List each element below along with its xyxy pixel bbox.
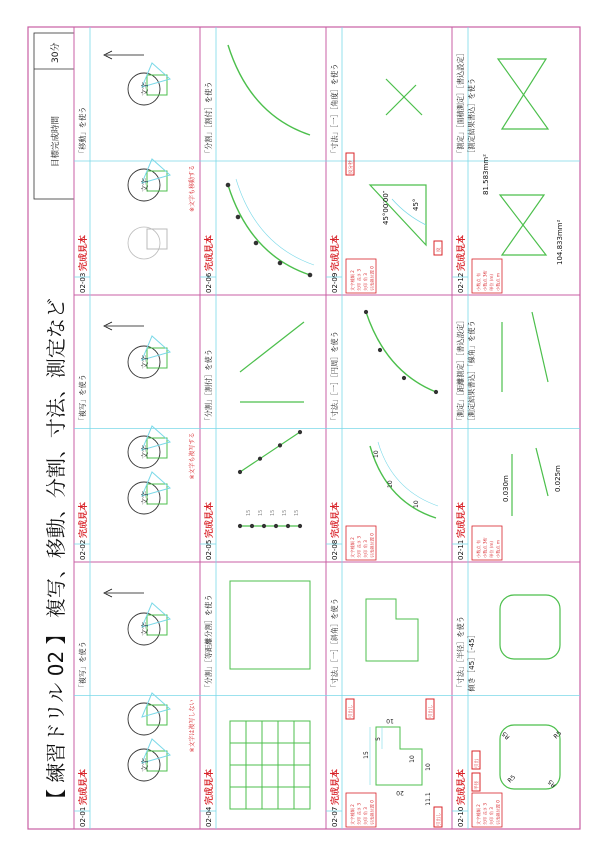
page-title: 【 練習ドリル 02 】 複写、移動、分割、寸法、測定など [44, 298, 68, 809]
figure-text: 文字 [141, 178, 149, 192]
arrow-icon [104, 322, 144, 330]
exercise-02-05 [200, 295, 326, 562]
exercise-instruction-2: ［測定結果書込］を使う [467, 77, 476, 157]
angle-text: 45°00′00″ [382, 190, 390, 225]
setting-legend-line: 文字種類 2 [350, 537, 355, 558]
setting-legend-line: 矢印 長さ 3 [356, 535, 362, 558]
arrow-icon [104, 589, 144, 597]
callout-text: 度 [437, 247, 442, 252]
arc-dim [236, 179, 314, 265]
arc-point [378, 348, 381, 351]
dim-text: 10 [373, 450, 380, 458]
callout-text: 引出 [475, 759, 480, 768]
setting-legend-line: 小数点 3桁 [482, 270, 488, 291]
exercise-instruction: 「寸法」［一］［円周］を使う [330, 331, 339, 425]
exercise-id: 02-12 [457, 272, 465, 293]
exercise-id: 02-02 [79, 539, 87, 560]
target-polygon [366, 599, 418, 661]
exercise-instruction: 「寸法」［半径］を使う [456, 616, 465, 692]
sample-label: 完成見本 [457, 501, 467, 538]
exercise-02-01 [74, 562, 200, 829]
exercise-instruction-2: ［測定結果書込］「線角」を使う [467, 320, 476, 425]
callout-text: 引出し [429, 704, 434, 718]
arc-point [434, 390, 437, 393]
exercise-02-12 [452, 27, 580, 295]
division-point [250, 524, 253, 527]
setting-legend-line: 小数点 m [495, 540, 501, 558]
callout-text: 引出し [349, 704, 354, 718]
setting-legend-line: 文字種類 2 [350, 804, 355, 825]
sample-label: 完成見本 [205, 234, 215, 271]
exercise-02-06 [200, 27, 326, 295]
exercise-instruction: 「複写」を使う [78, 374, 87, 425]
setting-legend-line: 矢印 角 3 [489, 807, 494, 825]
area-text: 81.583mm² [482, 154, 490, 195]
setting-legend-line: 文字種類 2 [476, 804, 481, 825]
division-point [254, 241, 258, 245]
sample-label: 完成見本 [457, 768, 467, 805]
exercise-id: 02-05 [205, 539, 213, 560]
exercise-02-08 [326, 295, 452, 562]
radius-text: R5 [552, 729, 564, 741]
radius-text: R5 [500, 729, 512, 741]
measured-line [536, 448, 548, 496]
figure-text: 文字 [141, 622, 149, 636]
setting-legend-line: 引出線位置 0 [369, 800, 375, 825]
target-time-label: 目標完成時間 [51, 115, 61, 167]
landscape-content [34, 27, 580, 829]
circle-outline [128, 703, 160, 735]
measure-text: 0.030m [502, 475, 510, 502]
exercise-02-02 [74, 295, 200, 562]
exercise-id: 02-03 [79, 272, 87, 293]
division-point [298, 431, 301, 434]
division-point [236, 215, 240, 219]
exercise-02-04 [200, 562, 326, 829]
dim-text: 20 [396, 789, 404, 796]
setting-legend-line: 矢印 長さ 3 [356, 802, 362, 825]
arc-dim-line [378, 442, 438, 506]
radius-text: R5 [546, 777, 558, 789]
arc-point [364, 310, 367, 313]
measure-text: 0.025m [554, 465, 562, 492]
target-time-value: 30分 [51, 42, 61, 63]
angle-shape [370, 185, 426, 245]
division-dim: 15 [258, 509, 264, 516]
exercise-id: 02-10 [457, 806, 465, 827]
target-diagonal [240, 322, 304, 372]
dim-text: 10 [413, 500, 420, 508]
target-arc [228, 45, 310, 135]
target-arc [366, 312, 436, 392]
area-text: 104.833mm² [556, 219, 564, 265]
sample-label: 完成見本 [457, 234, 467, 271]
exercise-instruction: 「寸法」［一］［斜角］を使う [330, 598, 339, 692]
exercise-id: 02-06 [205, 272, 213, 293]
arrow-icon [104, 51, 144, 59]
exercise-id: 02-08 [331, 539, 339, 560]
setting-legend-line: 小数点 有 [476, 539, 481, 558]
angle-arc [392, 199, 426, 225]
page-frame [28, 27, 580, 829]
dim-text: 10 [409, 755, 416, 763]
dim-text: 11.1 [425, 792, 432, 806]
figure-text: 文字 [141, 491, 149, 505]
dim-text: 10 [425, 763, 432, 771]
sample-label: 完成見本 [79, 768, 89, 805]
dim-text: 10 [387, 480, 394, 488]
dim-text: 15 [363, 751, 370, 759]
exercise-02-07 [326, 562, 452, 829]
exercise-instruction: 「移動」を使う [78, 106, 87, 157]
target-polygon [498, 59, 548, 129]
radius-text: R5 [506, 773, 518, 785]
setting-legend-line: 小数点 有 [476, 272, 481, 291]
ghost-circle [128, 227, 160, 259]
exercise-id: 02-07 [331, 806, 339, 827]
exercise-02-09 [326, 27, 452, 295]
sample-label: 完成見本 [331, 234, 341, 271]
division-point [238, 470, 241, 473]
division-dim: 15 [270, 509, 276, 516]
division-point [308, 273, 312, 277]
setting-legend-line: 単位 (m) [489, 540, 494, 558]
dim-text: 10 [386, 717, 394, 724]
divided-arc [228, 185, 310, 275]
sample-label: 完成見本 [205, 501, 215, 538]
exercise-note: ※文字も移動する [189, 165, 196, 213]
division-dim: 15 [246, 509, 252, 516]
exercise-02-03 [74, 27, 200, 295]
exercise-id: 02-09 [331, 272, 339, 293]
sample-label: 完成見本 [205, 768, 215, 805]
division-dim: 15 [282, 509, 288, 516]
callout-text: 度分秒 [349, 160, 354, 174]
exercise-instruction: 「測定」［面積測定］［書込設定］ [456, 49, 465, 157]
division-point [298, 524, 301, 527]
setting-legend-line: 矢印 角 3 [363, 807, 368, 825]
exercise-instruction-2: 傾き［45］［-45］ [467, 631, 476, 692]
sample-label: 完成見本 [331, 501, 341, 538]
division-dim: 15 [294, 509, 300, 516]
setting-legend-line: 引出線位置 0 [495, 800, 501, 825]
sample-label: 完成見本 [331, 768, 341, 805]
division-point [286, 524, 289, 527]
division-point [278, 261, 282, 265]
division-point [238, 524, 241, 527]
division-point [258, 457, 261, 460]
exercise-instruction: 「分割」［割付］を使う [204, 81, 213, 157]
angle-text: 45° [412, 198, 420, 211]
arc-point [402, 376, 405, 379]
division-point [226, 183, 230, 187]
figure-text: 文字 [141, 355, 149, 369]
target-rounded-square [500, 595, 560, 659]
setting-legend-line: 文字種類 2 [350, 270, 355, 291]
exercise-instruction: 「寸法」［一］［角度］を使う [330, 63, 339, 157]
exercise-instruction: 「複写」を使う [78, 641, 87, 692]
setting-legend-line: 矢印 長さ 3 [356, 268, 362, 291]
division-point [262, 524, 265, 527]
target-line [532, 312, 548, 382]
target-angle-line [386, 85, 416, 115]
exercise-instruction: 「分割」［割付］を使う [204, 349, 213, 425]
target-rect [230, 581, 310, 669]
setting-legend-line: 引出線位置 0 [369, 266, 375, 291]
setting-legend-line: 単位 (m) [489, 273, 494, 291]
exercise-id: 02-01 [79, 806, 87, 827]
setting-legend-line: 矢印 角 3 [363, 273, 368, 291]
exercise-note: ※文字も複写する [189, 432, 196, 480]
callout-text: 引出し [437, 812, 442, 826]
division-point [274, 524, 277, 527]
callout-text: 半径 [475, 781, 480, 790]
setting-legend-line: 矢印 長さ 3 [482, 802, 488, 825]
dim-text: 5 [375, 737, 382, 741]
figure-text: 文字 [141, 758, 149, 772]
division-point [278, 444, 281, 447]
setting-legend-line: 小数点 m [495, 273, 501, 291]
exercise-instruction: 「分割」［等距離分割］を使う [204, 594, 213, 692]
sample-label: 完成見本 [79, 501, 89, 538]
ghost-square [147, 229, 167, 249]
measured-polygon [500, 195, 546, 255]
figure-text: 文字 [141, 82, 149, 96]
exercise-02-10 [452, 562, 580, 829]
setting-legend-line: 引出線位置 0 [369, 533, 375, 558]
exercise-instruction: 「測定」［距離測定］［書込設定］ [456, 316, 465, 425]
sample-label: 完成見本 [79, 234, 89, 271]
figure-text: 文字 [141, 445, 149, 459]
diagonal-line [240, 432, 300, 472]
exercise-id: 02-04 [205, 806, 213, 827]
exercise-id: 02-11 [457, 539, 465, 560]
setting-legend-line: 小数点 3桁 [482, 537, 488, 558]
setting-legend-line: 矢印 角 3 [363, 540, 368, 558]
exercise-note: ※文字は複写しない [189, 699, 196, 753]
exercise-02-11 [452, 295, 580, 562]
